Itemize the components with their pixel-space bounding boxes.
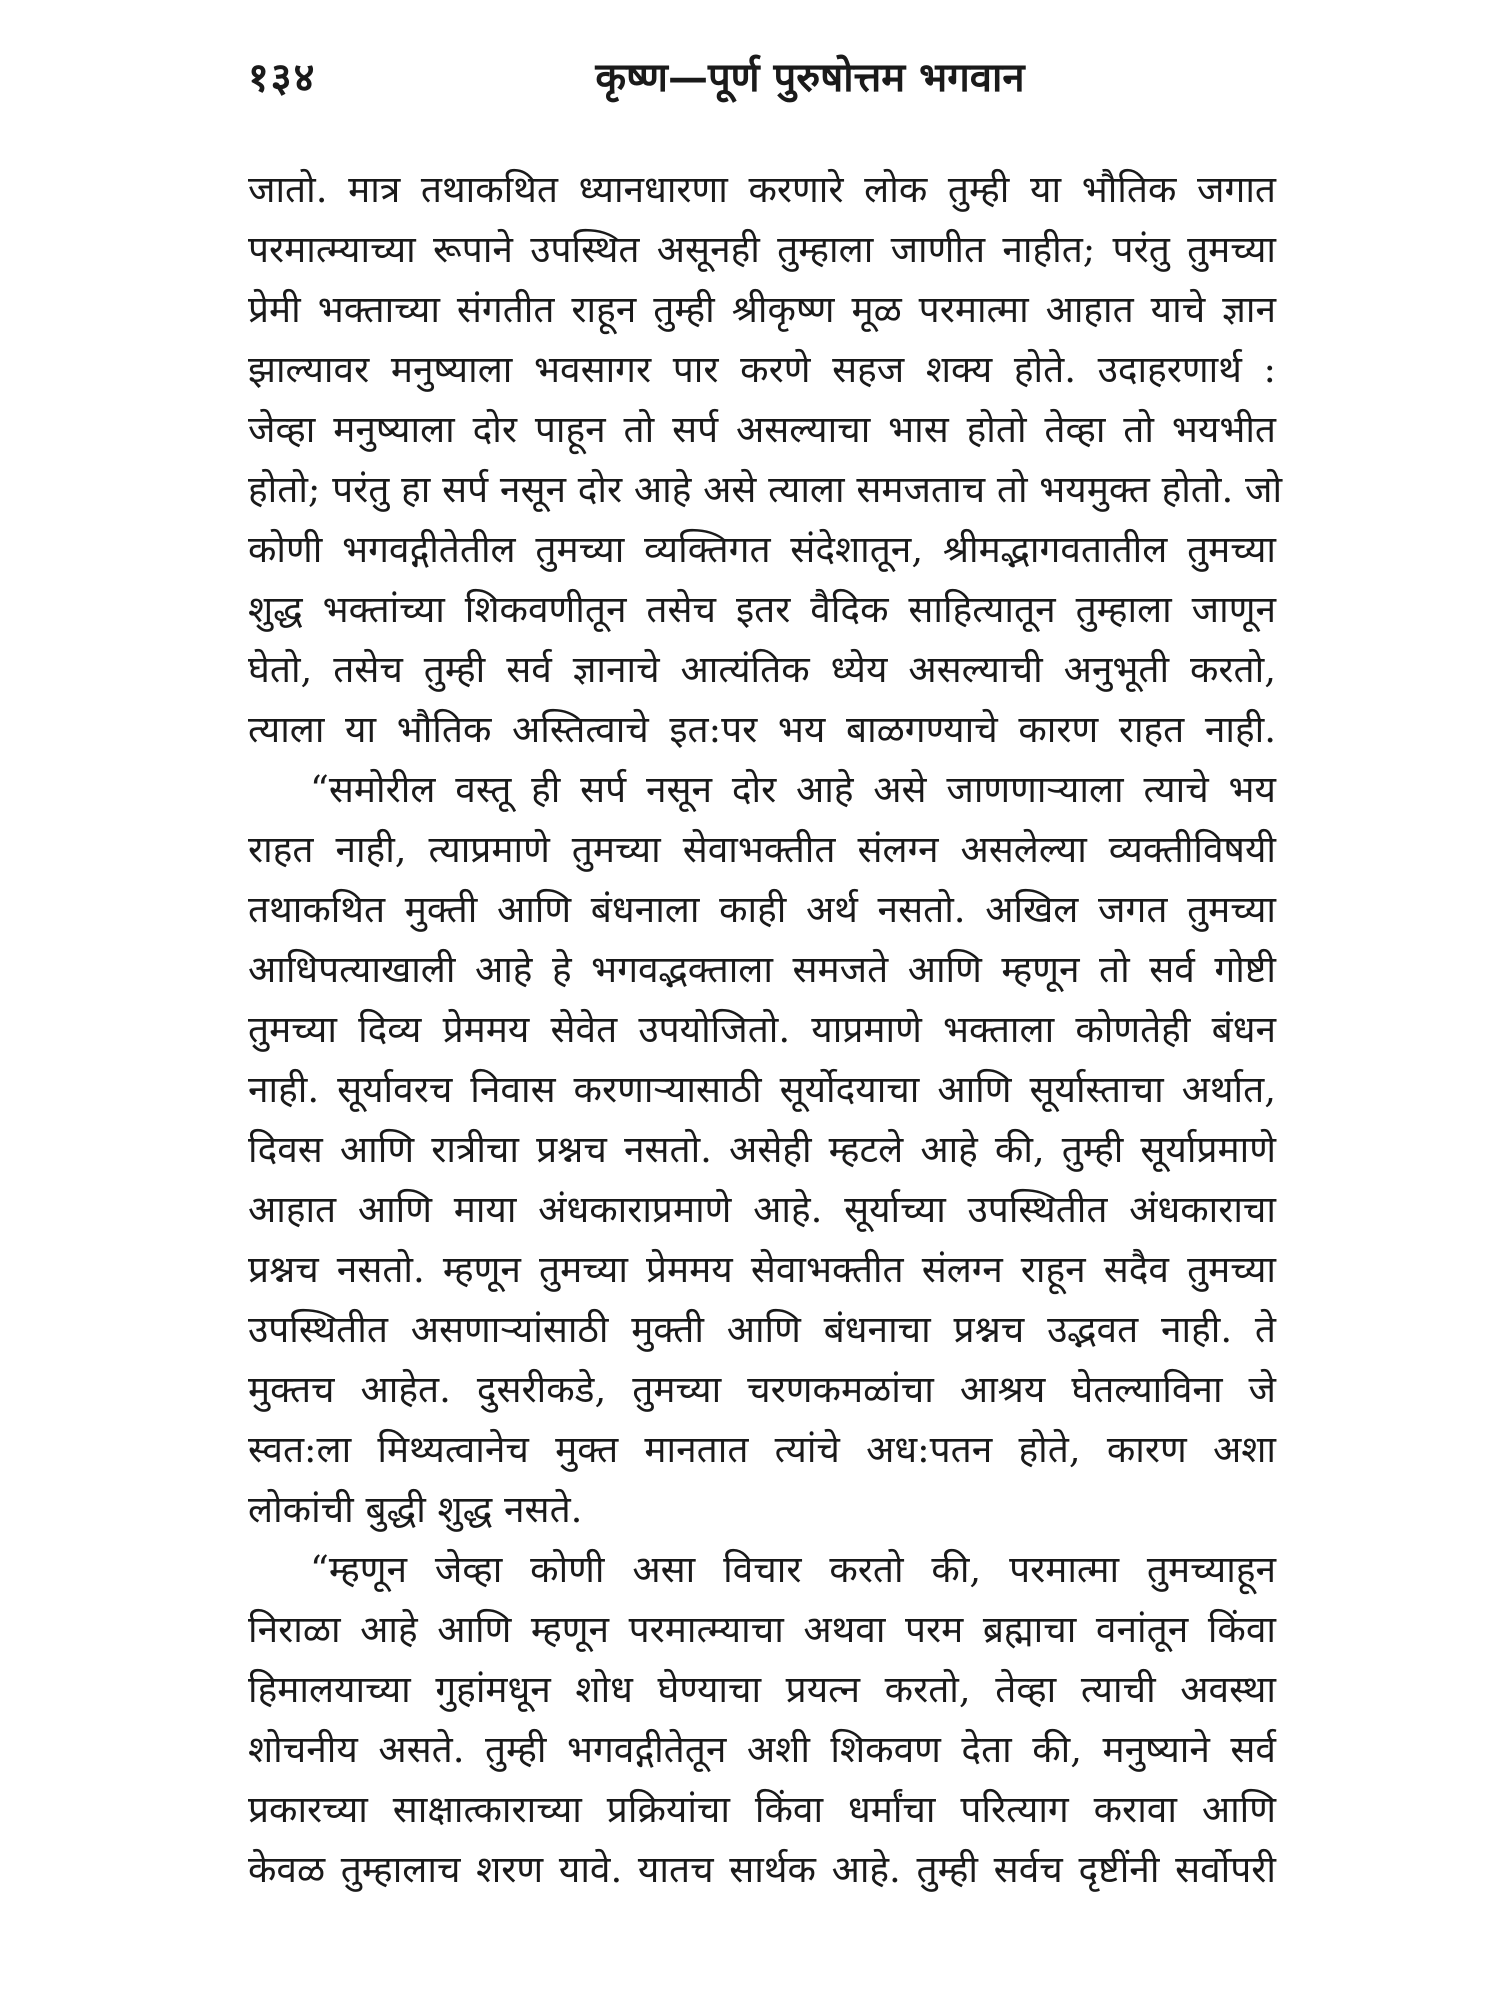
paragraph (248, 160, 1283, 760)
text-line: प्रेमी भक्ताच्या संगतीत राहून तुम्ही श्रीकृष्ण मूळ परमात्मा आहात याचे ज्ञान (248, 288, 1276, 331)
page-number: १३४ (248, 54, 317, 101)
text-line: झाल्यावर मनुष्याला भवसागर पार करणे सहज शक्य होते. उदाहरणार्थ : (248, 348, 1276, 391)
text-line: तथाकथित मुक्ती आणि बंधनाला काही अर्थ नसतो. अखिल जगत तुमच्या (248, 888, 1276, 931)
text-line: शोचनीय असते. तुम्ही भगवद्गीतेतून अशी शिकवण देता की, मनुष्याने सर्व (248, 1728, 1276, 1771)
text-line: हिमालयाच्या गुहांमधून शोध घेण्याचा प्रयत्न करतो, तेव्हा त्याची अवस्था (248, 1668, 1276, 1711)
text-line: केवळ तुम्हालाच शरण यावे. यातच सार्थक आहे. तुम्ही सर्वच दृष्टींनी सर्वोपरी (248, 1848, 1276, 1891)
text-line: शुद्ध भक्तांच्या शिकवणीतून तसेच इतर वैदिक साहित्यातून तुम्हाला जाणून (248, 588, 1276, 631)
text-line: जेव्हा मनुष्याला दोर पाहून तो सर्प असल्याचा भास होतो तेव्हा तो भयभीत (248, 408, 1276, 451)
text-line: दिवस आणि रात्रीचा प्रश्नच नसतो. असेही म्हटले आहे की, तुम्ही सूर्याप्रमाणे (248, 1128, 1276, 1171)
text-line: राहत नाही, त्याप्रमाणे तुमच्या सेवाभक्तीत संलग्न असलेल्या व्यक्तीविषयी (248, 828, 1276, 871)
paragraph (248, 1540, 1276, 1900)
text-line: नाही. सूर्यावरच निवास करणाऱ्यासाठी सूर्योदयाचा आणि सूर्यास्ताचा अर्थात, (248, 1068, 1276, 1111)
text-line: जातो. मात्र तथाकथित ध्यानधारणा करणारे लोक तुम्ही या भौतिक जगात (248, 168, 1276, 211)
body-text (248, 160, 1283, 1900)
text-line: घेतो, तसेच तुम्ही सर्व ज्ञानाचे आत्यंतिक ध्येय असल्याची अनुभूती करतो, (248, 648, 1276, 691)
text-line: स्वत:ला मिथ्यत्वानेच मुक्त मानतात त्यांचे अध:पतन होते, कारण अशा (248, 1428, 1276, 1471)
text-line: आहात आणि माया अंधकाराप्रमाणे आहे. सूर्याच्या उपस्थितीत अंधकाराचा (248, 1188, 1276, 1231)
text-line: प्रश्नच नसतो. म्हणून तुमच्या प्रेममय सेवाभक्तीत संलग्न राहून सदैव तुमच्या (248, 1248, 1276, 1291)
text-line: होतो; परंतु हा सर्प नसून दोर आहे असे त्याला समजताच तो भयमुक्त होतो. जो (248, 468, 1283, 511)
text-line: परमात्म्याच्या रूपाने उपस्थित असूनही तुम्हाला जाणीत नाहीत; परंतु तुमच्या (248, 228, 1276, 271)
text-line: कोणी भगवद्गीतेतील तुमच्या व्यक्तिगत संदेशातून, श्रीमद्भागवतातील तुमच्या (248, 528, 1276, 571)
text-line: निराळा आहे आणि म्हणून परमात्म्याचा अथवा परम ब्रह्माचा वनांतून किंवा (248, 1608, 1276, 1651)
text-line: “म्हणून जेव्हा कोणी असा विचार करतो की, परमात्मा तुमच्याहून (310, 1548, 1276, 1591)
text-line: त्याला या भौतिक अस्तित्वाचे इत:पर भय बाळगण्याचे कारण राहत नाही. (248, 708, 1276, 751)
text-line: तुमच्या दिव्य प्रेममय सेवेत उपयोजितो. याप्रमाणे भक्ताला कोणतेही बंधन (248, 1008, 1276, 1051)
paragraph (248, 760, 1276, 1540)
text-line: मुक्तच आहेत. दुसरीकडे, तुमच्या चरणकमळांचा आश्रय घेतल्याविना जे (248, 1368, 1276, 1411)
text-line: आधिपत्याखाली आहे हे भगवद्भक्ताला समजते आणि म्हणून तो सर्व गोष्टी (248, 948, 1276, 991)
text-line: “समोरील वस्तू ही सर्प नसून दोर आहे असे जाणणाऱ्याला त्याचे भय (310, 768, 1276, 811)
text-line: लोकांची बुद्धी शुद्ध नसते. (248, 1488, 583, 1531)
text-line: प्रकारच्या साक्षात्काराच्या प्रक्रियांचा किंवा धर्मांचा परित्याग करावा आणि (248, 1788, 1276, 1831)
text-line: उपस्थितीत असणाऱ्यांसाठी मुक्ती आणि बंधनाचा प्रश्नच उद्भवत नाही. ते (248, 1308, 1276, 1351)
running-title: कृष्ण—पूर्ण पुरुषोत्तम भगवान (595, 54, 1025, 101)
